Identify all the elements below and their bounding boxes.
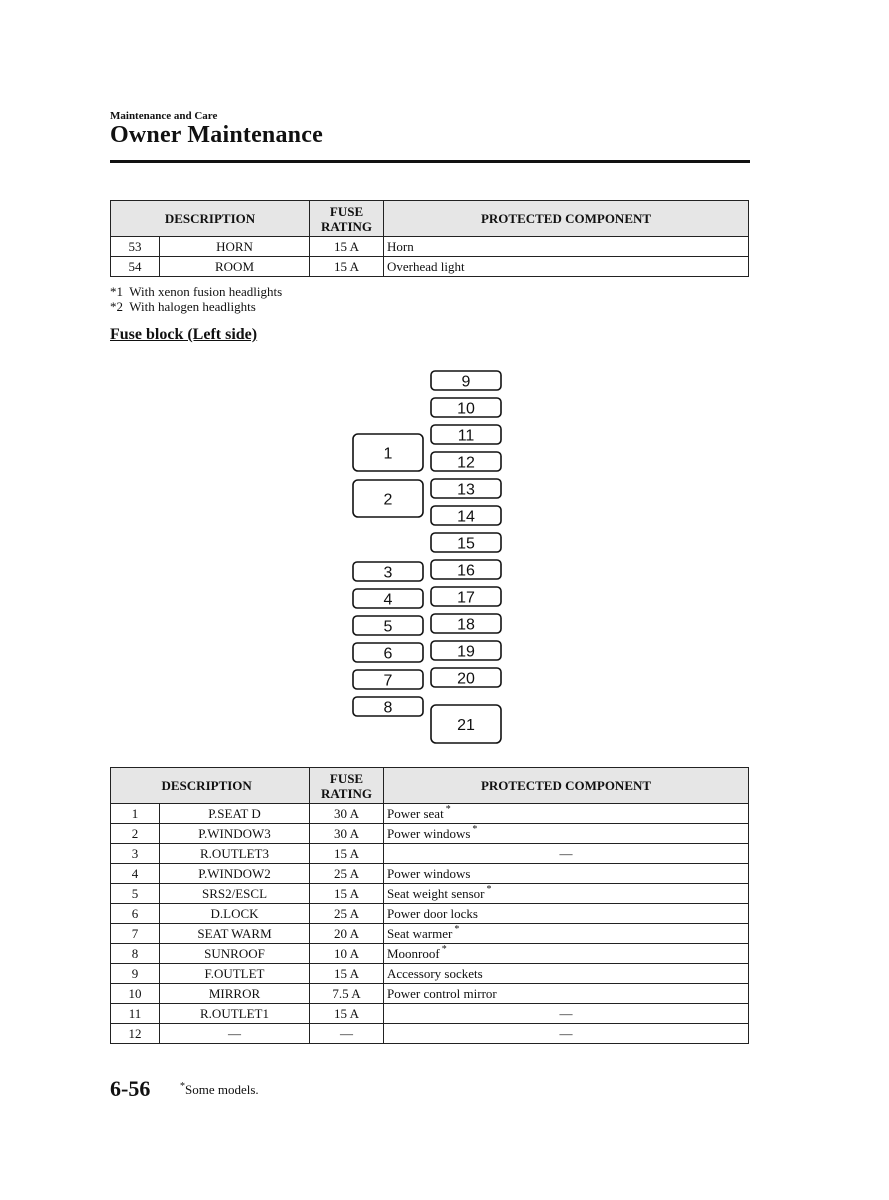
fuse-number-cell: 1 bbox=[111, 804, 160, 824]
fuse-rating-cell: 15 A bbox=[310, 884, 384, 904]
protected-component-cell bbox=[384, 904, 749, 924]
component-text: Power door locks bbox=[387, 905, 478, 921]
component-text: Power seat bbox=[387, 805, 444, 821]
footnote-2: *2 With halogen headlights bbox=[110, 299, 256, 314]
fuse-rating-cell: 15 A bbox=[310, 964, 384, 984]
some-models-marker: * bbox=[445, 804, 451, 816]
fuse-slot-10 bbox=[431, 398, 501, 418]
fuse-slot-number: 18 bbox=[457, 616, 475, 634]
header-protected-component: PROTECTED COMPONENT bbox=[384, 768, 749, 804]
component-text: Moonroof bbox=[387, 945, 440, 961]
description-cell: D.LOCK bbox=[160, 904, 310, 924]
protected-component-cell bbox=[384, 924, 749, 944]
fuse-slot-21 bbox=[431, 705, 501, 743]
fuse-table-main bbox=[110, 767, 749, 1044]
description-cell: HORN bbox=[160, 237, 310, 257]
component-text: Overhead light bbox=[387, 258, 465, 274]
fuse-slot-number: 7 bbox=[383, 672, 393, 690]
description-cell: F.OUTLET bbox=[160, 964, 310, 984]
fuse-number-cell: 53 bbox=[111, 237, 160, 257]
component-text: Horn bbox=[387, 238, 414, 254]
fuse-slot-number: 13 bbox=[457, 481, 475, 499]
fuse-number-cell: 12 bbox=[111, 1024, 160, 1044]
component-text: — bbox=[559, 1025, 573, 1041]
protected-component-cell bbox=[384, 824, 749, 844]
table-row bbox=[111, 1004, 749, 1024]
protected-component-cell bbox=[384, 1004, 749, 1024]
fuse-slot-15 bbox=[431, 533, 501, 553]
protected-component-cell bbox=[384, 844, 749, 864]
component-text: Accessory sockets bbox=[387, 965, 483, 981]
table-row bbox=[111, 884, 749, 904]
header-description: DESCRIPTION bbox=[160, 768, 310, 804]
table-row bbox=[111, 804, 749, 824]
component-text: Power windows bbox=[387, 825, 471, 841]
protected-component-cell bbox=[384, 944, 749, 964]
table-row bbox=[111, 964, 749, 984]
fuse-rating-cell: 7.5 A bbox=[310, 984, 384, 1004]
fuse-slot-number: 20 bbox=[457, 670, 475, 688]
table-row bbox=[111, 1024, 749, 1044]
fuse-slot-14 bbox=[431, 506, 501, 526]
table-row bbox=[111, 824, 749, 844]
header-description: DESCRIPTION bbox=[111, 201, 310, 237]
fuse-rating-cell: 15 A bbox=[310, 844, 384, 864]
footnote-1: *1 With xenon fusion headlights bbox=[110, 284, 283, 299]
some-models-marker: * bbox=[441, 944, 447, 956]
fuse-slot-13 bbox=[431, 479, 501, 499]
description-cell: MIRROR bbox=[160, 984, 310, 1004]
fuse-slot-7 bbox=[353, 670, 423, 690]
fuse-block-title: Fuse block (Left side) bbox=[110, 326, 258, 343]
page-number: 6-56 bbox=[110, 1076, 151, 1101]
table-row bbox=[111, 864, 749, 884]
fuse-number-cell: 4 bbox=[111, 864, 160, 884]
page-title: Owner Maintenance bbox=[110, 122, 323, 148]
fuse-slot-number: 10 bbox=[457, 400, 475, 418]
protected-component-cell bbox=[384, 804, 749, 824]
fuse-slot-12 bbox=[431, 452, 501, 472]
fuse-slot-11 bbox=[431, 425, 501, 445]
fuse-number-cell: 2 bbox=[111, 824, 160, 844]
fuse-slot-4 bbox=[353, 589, 423, 609]
component-text: — bbox=[559, 1005, 573, 1021]
table-row bbox=[111, 924, 749, 944]
fuse-slot-19 bbox=[431, 641, 501, 661]
fuse-slot-number: 8 bbox=[383, 699, 393, 717]
fuse-slot-number: 5 bbox=[383, 618, 393, 636]
fuse-rating-cell: 25 A bbox=[310, 864, 384, 884]
fuse-rating-cell: 15 A bbox=[310, 1004, 384, 1024]
header-fuse-rating-line2: RATING bbox=[320, 218, 373, 234]
some-models-marker: * bbox=[486, 884, 492, 896]
some-models-marker: * bbox=[472, 824, 478, 836]
fuse-slot-number: 21 bbox=[457, 717, 475, 734]
protected-component-cell bbox=[384, 884, 749, 904]
fuse-slot-17 bbox=[431, 587, 501, 607]
fuse-slot-number: 2 bbox=[383, 491, 393, 509]
fuse-slot-2 bbox=[353, 480, 423, 517]
fuse-rating-cell: 20 A bbox=[310, 924, 384, 944]
header-blank bbox=[111, 768, 160, 804]
fuse-slot-8 bbox=[353, 697, 423, 717]
fuse-rating-cell: 15 A bbox=[310, 237, 384, 257]
fuse-slot-20 bbox=[431, 668, 501, 688]
fuse-slot-16 bbox=[431, 560, 501, 580]
protected-component-cell bbox=[384, 864, 749, 884]
table-header-row bbox=[111, 768, 749, 804]
fuse-slot-number: 11 bbox=[457, 427, 475, 445]
fuse-rating-cell: 15 A bbox=[310, 257, 384, 277]
fuse-number-cell: 7 bbox=[111, 924, 160, 944]
fuse-slot-number: 12 bbox=[457, 454, 475, 472]
fuse-slot-number: 14 bbox=[457, 508, 475, 526]
some-models-marker: * bbox=[454, 924, 460, 936]
fuse-slot-9 bbox=[431, 371, 501, 391]
fuse-rating-cell: 10 A bbox=[310, 944, 384, 964]
fuse-slot-1 bbox=[353, 434, 423, 471]
fuse-slot-5 bbox=[353, 616, 423, 636]
description-cell: P.SEAT D bbox=[160, 804, 310, 824]
header-fuse-rating bbox=[310, 768, 384, 804]
fuse-slot-6 bbox=[353, 643, 423, 663]
section-label: Maintenance and Care bbox=[110, 110, 218, 122]
table-row bbox=[111, 904, 749, 924]
protected-component-cell bbox=[384, 984, 749, 1004]
footer-star: * bbox=[180, 1080, 185, 1092]
header-fuse-rating-line1: FUSE bbox=[329, 770, 364, 786]
description-cell: R.OUTLET1 bbox=[160, 1004, 310, 1024]
fuse-slot-number: 15 bbox=[457, 535, 475, 553]
component-text: Seat warmer bbox=[387, 925, 453, 941]
description-cell: — bbox=[160, 1024, 310, 1044]
header-protected-component: PROTECTED COMPONENT bbox=[384, 201, 749, 237]
description-cell: ROOM bbox=[160, 257, 310, 277]
description-cell: SEAT WARM bbox=[160, 924, 310, 944]
fuse-number-cell: 11 bbox=[111, 1004, 160, 1024]
protected-component-cell bbox=[384, 964, 749, 984]
description-cell: SRS2/ESCL bbox=[160, 884, 310, 904]
fuse-slot-18 bbox=[431, 614, 501, 634]
fuse-rating-cell: — bbox=[310, 1024, 384, 1044]
table-row bbox=[111, 844, 749, 864]
header-fuse-rating-line1: FUSE bbox=[329, 203, 364, 219]
fuse-slot-number: 6 bbox=[383, 645, 393, 663]
component-text: Seat weight sensor bbox=[387, 885, 485, 901]
protected-component-cell bbox=[384, 1024, 749, 1044]
fuse-rating-cell: 25 A bbox=[310, 904, 384, 924]
description-cell: R.OUTLET3 bbox=[160, 844, 310, 864]
fuse-number-cell: 3 bbox=[111, 844, 160, 864]
fuse-slot-number: 16 bbox=[457, 562, 475, 580]
fuse-number-cell: 10 bbox=[111, 984, 160, 1004]
component-text: Power windows bbox=[387, 865, 471, 881]
component-text: Power control mirror bbox=[387, 985, 497, 1001]
fuse-slot-3 bbox=[353, 562, 423, 582]
table-row bbox=[111, 944, 749, 964]
fuse-number-cell: 5 bbox=[111, 884, 160, 904]
description-cell: P.WINDOW2 bbox=[160, 864, 310, 884]
footer-note bbox=[178, 1082, 259, 1098]
description-cell: P.WINDOW3 bbox=[160, 824, 310, 844]
fuse-slot-number: 4 bbox=[383, 591, 393, 609]
fuse-number-cell: 6 bbox=[111, 904, 160, 924]
fuse-rating-cell: 30 A bbox=[310, 804, 384, 824]
fuse-slot-number: 17 bbox=[457, 589, 475, 607]
fuse-number-cell: 9 bbox=[111, 964, 160, 984]
description-cell: SUNROOF bbox=[160, 944, 310, 964]
footer-note-text: Some models. bbox=[185, 1082, 259, 1097]
fuse-slot-number: 9 bbox=[461, 373, 471, 391]
fuse-slot-number: 1 bbox=[383, 445, 393, 463]
fuse-slot-number: 19 bbox=[457, 643, 475, 661]
fuse-number-cell: 54 bbox=[111, 257, 160, 277]
fuse-rating-cell: 30 A bbox=[310, 824, 384, 844]
table-row bbox=[111, 984, 749, 1004]
fuse-slot-number: 3 bbox=[383, 564, 393, 582]
component-text: — bbox=[559, 845, 573, 861]
header-fuse-rating-line2: RATING bbox=[320, 785, 373, 801]
fuse-number-cell: 8 bbox=[111, 944, 160, 964]
